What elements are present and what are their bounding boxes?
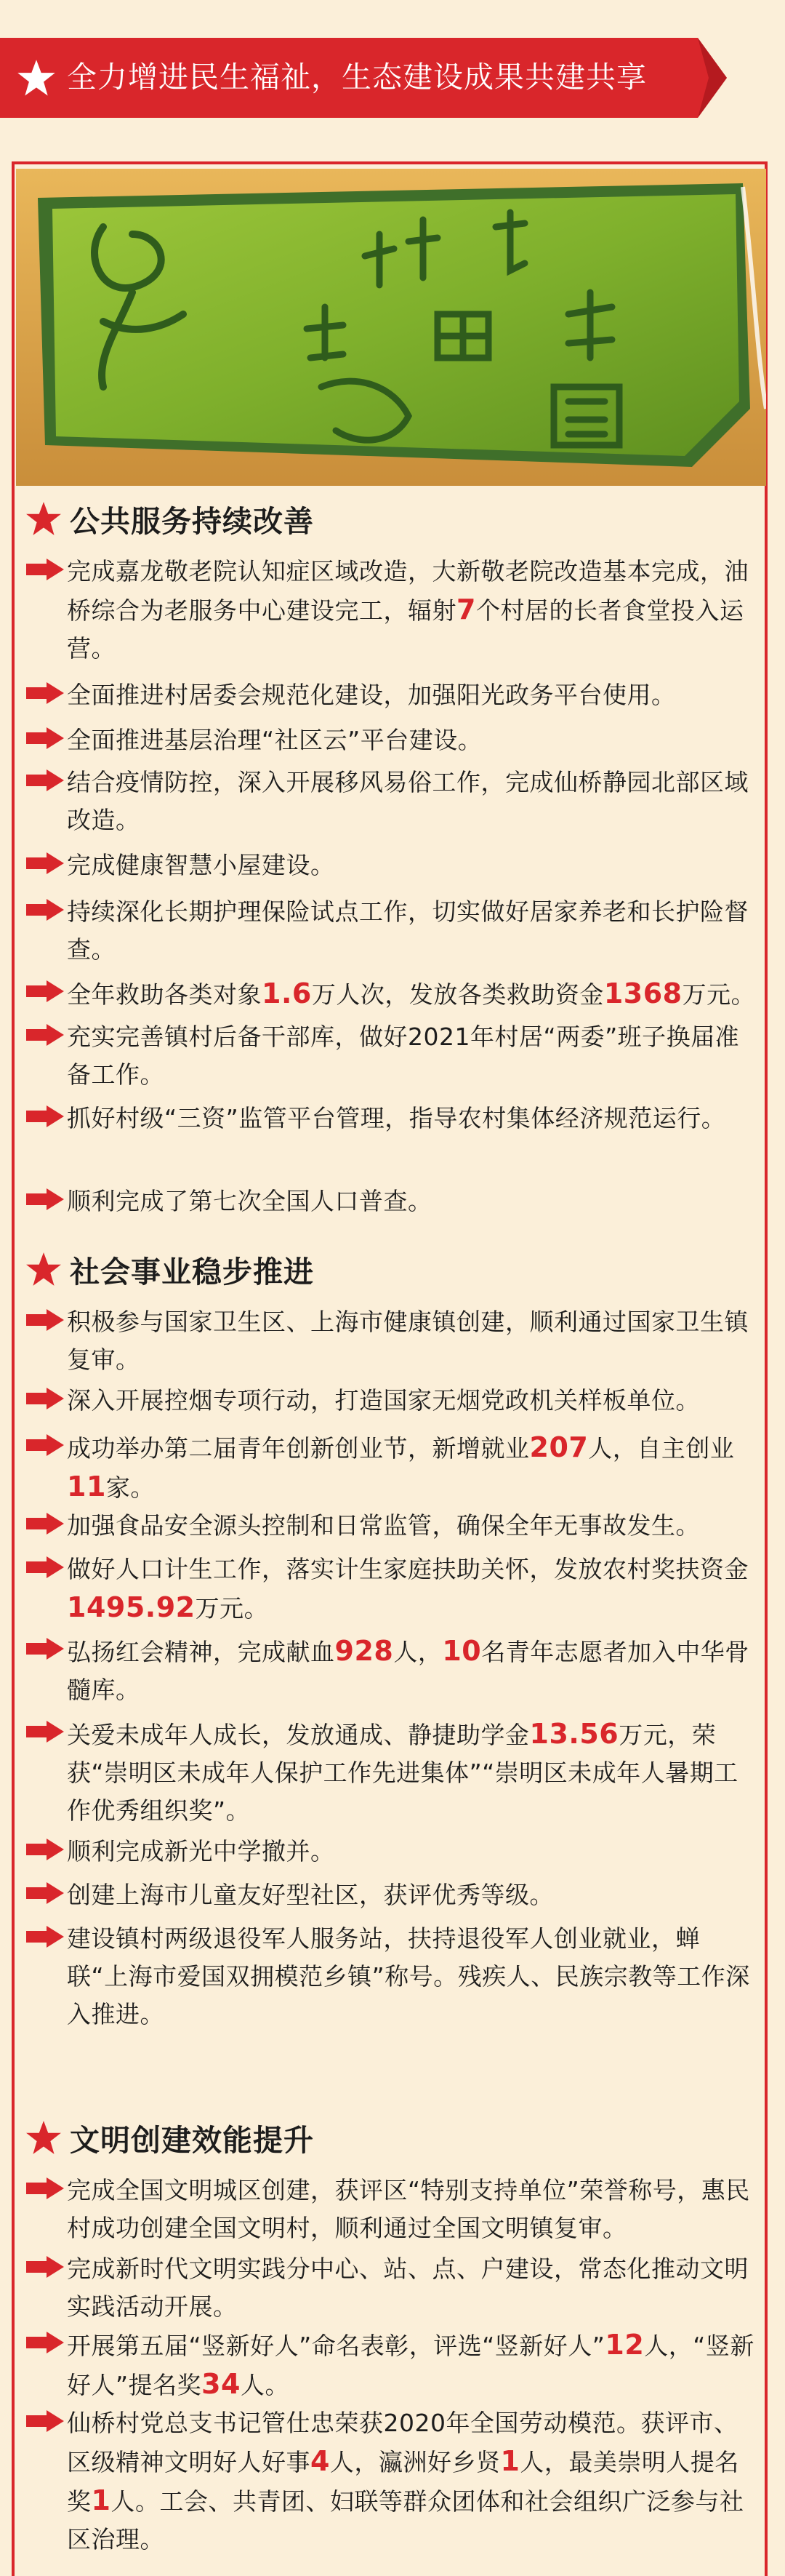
- list-item: [25, 764, 759, 839]
- star-icon: [16, 58, 57, 99]
- list-item: [25, 975, 759, 1014]
- highlight-number: 11: [67, 1471, 106, 1503]
- list-item-text: [67, 2404, 759, 2559]
- text-segment: 加强食品安全源头控制和日常监管，确保全年无事故发生。: [67, 1511, 700, 1540]
- list-item: [25, 553, 759, 668]
- text-segment: 万元，荣获“崇明区未成年人保护工作先进集体”“崇明区未成年人暑期工作优秀组织奖”。: [67, 1721, 738, 1825]
- text-segment: 全面推进基层治理“社区云”平台建设。: [67, 726, 483, 754]
- text-segment: 充实完善镇村后备干部库，做好2021年村居“两委”班子换届准备工作。: [67, 1023, 740, 1089]
- highlight-number: 12: [605, 2329, 645, 2361]
- text-segment: 顺利完成了第七次全国人口普查。: [67, 1187, 432, 1215]
- text-segment: 结合疫情防控，深入开展移风易俗工作，完成仙桥静园北部区域改造。: [67, 768, 749, 834]
- arrow-bullet-icon: [25, 1023, 65, 1047]
- highlight-number: 207: [529, 1431, 589, 1463]
- text-segment: 个村居的长者食堂投入运营。: [67, 596, 744, 663]
- text-segment: 全面推进村居委会规范化建设，加强阳光政务平台使用。: [67, 681, 676, 709]
- text-segment: 抓好村级“三资”监管平台管理，指导农村集体经济规范运行。: [67, 1104, 726, 1132]
- text-segment: 人。工会、共青团、妇联等群众团体和社会组织广泛参与社区治理。: [67, 2487, 744, 2553]
- list-item-text: [67, 1303, 759, 1379]
- list-item: [25, 1876, 759, 1914]
- section-heading: [25, 2116, 314, 2159]
- text-segment: 全年救助各类对象: [67, 980, 262, 1009]
- highlight-number: 7: [456, 593, 476, 625]
- list-item-text: [67, 1833, 759, 1871]
- text-segment: 万元。: [195, 1594, 269, 1623]
- text-segment: 人，“竖新好人”提名奖: [67, 2332, 754, 2399]
- text-segment: 完成新时代文明实践分中心、站、点、户建设，常态化推动文明实践活动开展。: [67, 2255, 749, 2321]
- list-item-text: [67, 975, 759, 1014]
- highlight-number: 1: [91, 2484, 111, 2516]
- list-item: [25, 1551, 759, 1628]
- arrow-bullet-icon: [25, 1386, 65, 1411]
- arrow-bullet-icon: [25, 1308, 65, 1332]
- text-segment: 人，自主创业: [588, 1434, 735, 1463]
- text-segment: 创建上海市儿童友好型社区，获评优秀等级。: [67, 1881, 554, 1909]
- list-item: [25, 1833, 759, 1871]
- highlight-number: 1: [500, 2445, 520, 2477]
- text-segment: 人，: [393, 1638, 443, 1666]
- list-item: [25, 1920, 759, 2033]
- arrow-bullet-icon: [25, 1511, 65, 1536]
- list-item-text: [67, 1632, 759, 1709]
- arrow-bullet-icon: [25, 1433, 65, 1457]
- text-segment: 仙桥村党总支书记管仕忠荣获2020年全国劳动模范。获评市、区级精神文明好人好事: [67, 2409, 738, 2476]
- list-item: [25, 1715, 759, 1830]
- text-segment: 持续深化长期护理保险试点工作，切实做好居家养老和长护险督查。: [67, 897, 749, 964]
- highlight-number: 10: [442, 1635, 482, 1667]
- list-item-text: [67, 2250, 759, 2326]
- list-item: [25, 893, 759, 969]
- section-title: 社会事业稳步推进: [70, 1255, 314, 1289]
- list-item-text: [67, 553, 759, 668]
- highlight-number: 34: [201, 2368, 241, 2400]
- text-segment: 做好人口计生工作，落实计生家庭扶助关怀，发放农村奖扶资金: [67, 1555, 749, 1583]
- arrow-bullet-icon: [25, 726, 65, 751]
- list-item-text: [67, 721, 759, 759]
- text-segment: 名青年志愿者加入中华骨髓库。: [67, 1638, 749, 1704]
- aerial-field-photo: [16, 169, 766, 486]
- text-segment: 弘扬红会精神，完成献血: [67, 1638, 335, 1666]
- arrow-bullet-icon: [25, 851, 65, 876]
- text-segment: 万元。: [682, 980, 756, 1009]
- star-icon: [25, 500, 63, 538]
- star-icon: [25, 1251, 63, 1289]
- header-banner: [0, 38, 727, 118]
- section-heading: [25, 497, 314, 540]
- arrow-bullet-icon: [25, 897, 65, 922]
- list-item-text: [67, 1876, 759, 1914]
- list-item: [25, 1100, 759, 1137]
- list-item: [25, 1303, 759, 1379]
- arrow-bullet-icon: [25, 557, 65, 582]
- text-segment: 顺利完成新光中学撤并。: [67, 1837, 335, 1865]
- list-item-text: [67, 676, 759, 714]
- text-segment: 人。: [241, 2371, 289, 2399]
- list-item-text: [67, 1920, 759, 2033]
- text-segment: 完成嘉龙敬老院认知症区域改造，大新敬老院改造基本完成，油桥综合为老服务中心建设完工，辐射: [67, 557, 749, 625]
- text-segment: 家。: [105, 1473, 155, 1502]
- list-item: [25, 1632, 759, 1709]
- list-item: [25, 1018, 759, 1094]
- list-item-text: [67, 1382, 759, 1420]
- text-segment: 关爱未成年人成长，发放通成、静捷助学金: [67, 1721, 530, 1749]
- text-segment: 人，最美崇明人提名奖: [67, 2448, 739, 2516]
- highlight-number: 1368: [603, 977, 683, 1009]
- list-item-text: [67, 1428, 759, 1507]
- list-item-text: [67, 1551, 759, 1628]
- text-segment: 人，瀛洲好乡贤: [329, 2448, 501, 2476]
- text-segment: 完成健康智慧小屋建设。: [67, 851, 335, 879]
- highlight-number: 4: [310, 2445, 330, 2477]
- list-item-text: [67, 1715, 759, 1830]
- list-item: [25, 1382, 759, 1420]
- arrow-bullet-icon: [25, 1104, 65, 1129]
- list-item: [25, 721, 759, 759]
- arrow-bullet-icon: [25, 2255, 65, 2279]
- highlight-number: 1495.92: [67, 1591, 196, 1623]
- text-segment: 积极参与国家卫生区、上海市健康镇创建，顺利通过国家卫生镇复审。: [67, 1308, 749, 1374]
- section-title: 公共服务持续改善: [70, 504, 314, 539]
- list-item: [25, 1428, 759, 1507]
- text-segment: 完成全国文明城区创建，获评区“特别支持单位”荣誉称号，惠民村成功创建全国文明村，顺利通过全国文明镇复审。: [67, 2176, 750, 2242]
- arrow-bullet-icon: [25, 1555, 65, 1580]
- list-item: [25, 2250, 759, 2326]
- text-segment: 成功举办第二届青年创新创业节，新增就业: [67, 1434, 530, 1463]
- highlight-number: 1.6: [262, 977, 312, 1009]
- section-title: 文明创建效能提升: [70, 2123, 314, 2158]
- text-segment: 万人次，发放各类救助资金: [311, 980, 604, 1009]
- list-item-text: [67, 1183, 759, 1220]
- list-item-text: [67, 2326, 759, 2404]
- arrow-bullet-icon: [25, 2330, 65, 2355]
- list-item: [25, 2404, 759, 2559]
- list-item: [25, 847, 759, 884]
- arrow-bullet-icon: [25, 1636, 65, 1661]
- list-item-text: [67, 764, 759, 839]
- arrow-bullet-icon: [25, 2409, 65, 2433]
- list-item: [25, 676, 759, 714]
- arrow-bullet-icon: [25, 1837, 65, 1862]
- highlight-number: 928: [334, 1635, 394, 1667]
- arrow-bullet-icon: [25, 1187, 65, 1212]
- star-icon: [25, 2119, 63, 2157]
- text-segment: 深入开展控烟专项行动，打造国家无烟党政机关样板单位。: [67, 1386, 700, 1415]
- text-segment: 建设镇村两级退役军人服务站，扶持退役军人创业就业，蝉联“上海市爱国双拥模范乡镇”称号。残疾人、民族宗教等工作深入推进。: [67, 1924, 750, 2028]
- highlight-number: 13.56: [529, 1718, 619, 1750]
- list-item-text: [67, 1018, 759, 1094]
- arrow-bullet-icon: [25, 1924, 65, 1949]
- list-item-text: [67, 893, 759, 969]
- list-item-text: [67, 2172, 759, 2247]
- arrow-bullet-icon: [25, 681, 65, 705]
- list-item: [25, 1183, 759, 1220]
- arrow-bullet-icon: [25, 1881, 65, 1905]
- text-segment: 开展第五届“竖新好人”命名表彰，评选“竖新好人”: [67, 2332, 605, 2360]
- list-item: [25, 2172, 759, 2247]
- arrow-bullet-icon: [25, 2176, 65, 2201]
- list-item-text: [67, 1507, 759, 1545]
- banner-title: 全力增进民生福祉，生态建设成果共建共享: [67, 60, 647, 95]
- list-item: [25, 1507, 759, 1545]
- list-item-text: [67, 847, 759, 884]
- section-heading: [25, 1248, 314, 1291]
- arrow-bullet-icon: [25, 979, 65, 1004]
- arrow-bullet-icon: [25, 1719, 65, 1744]
- arrow-bullet-icon: [25, 768, 65, 793]
- list-item: [25, 2326, 759, 2404]
- list-item-text: [67, 1100, 759, 1137]
